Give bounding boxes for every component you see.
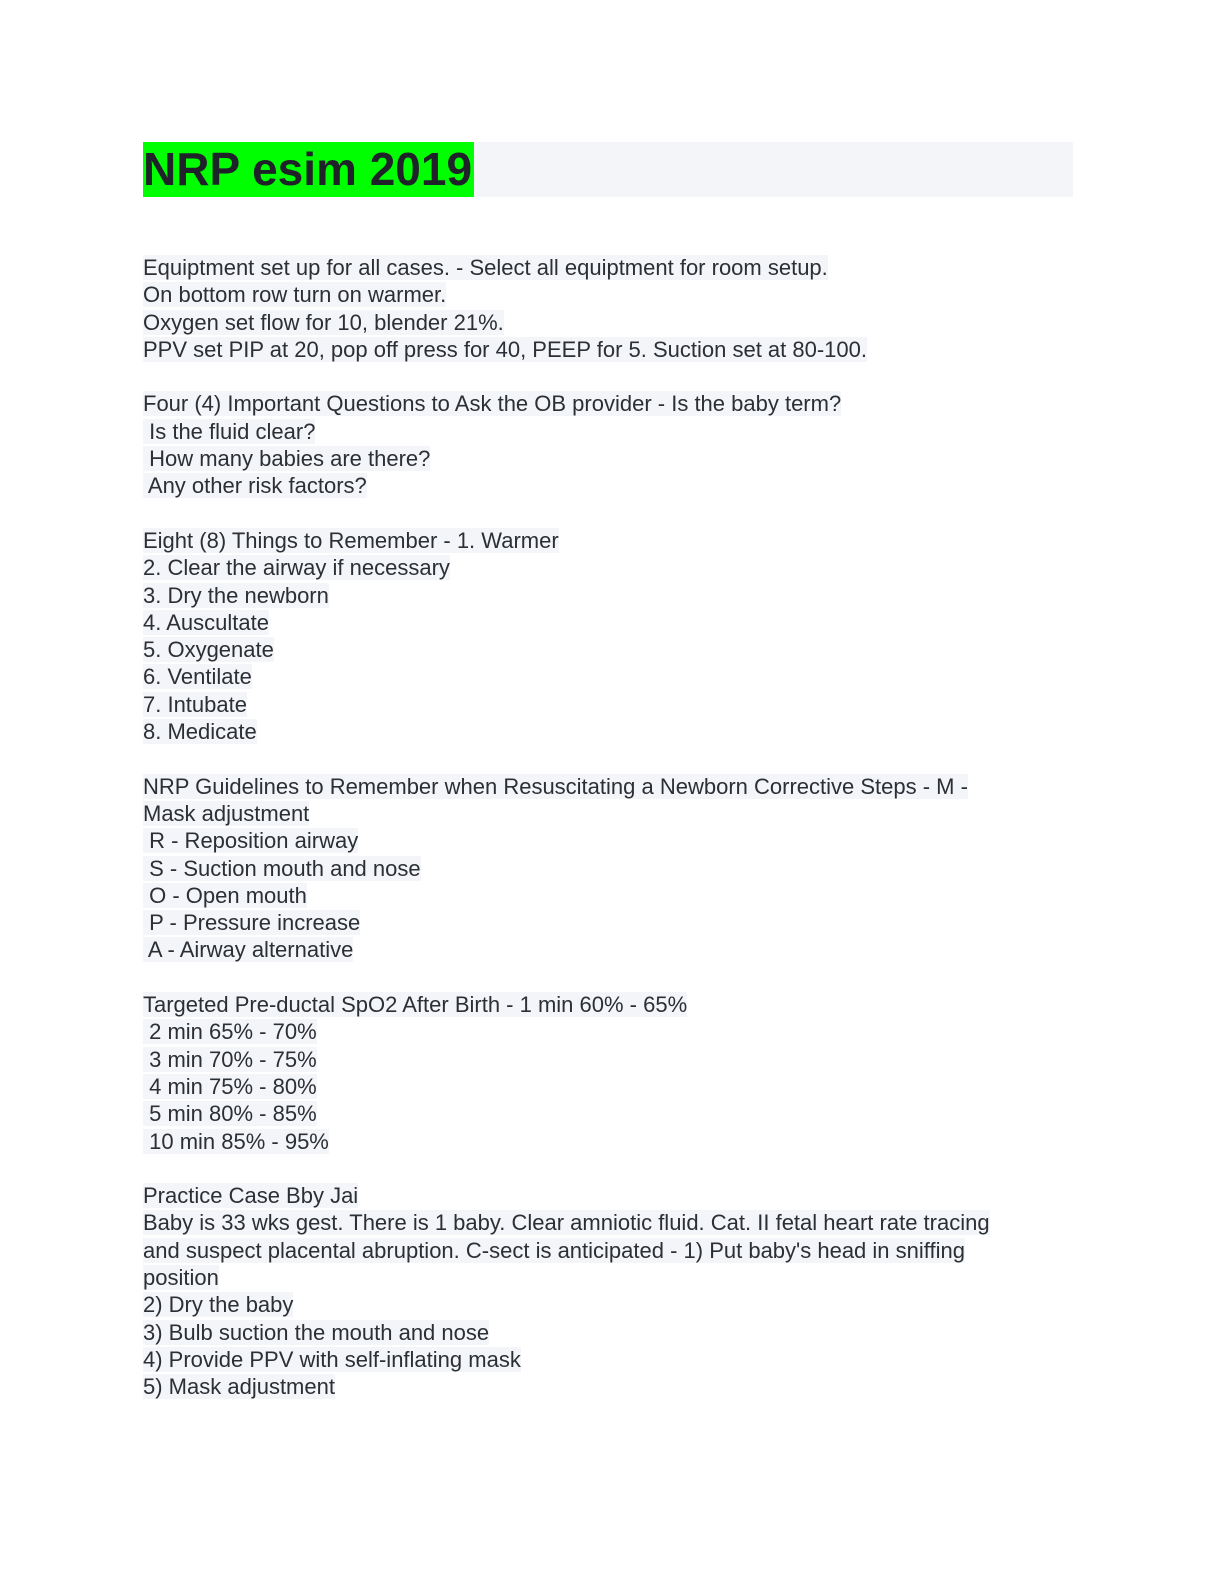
text-line: PPV set PIP at 20, pop off press for 40, PEEP for 5. Suction set at 80-100. xyxy=(143,336,867,362)
text-line: Oxygen set flow for 10, blender 21%. xyxy=(143,309,504,335)
text-line: 2. Clear the airway if necessary xyxy=(143,555,450,581)
text-line: Equiptment set up for all cases. - Select all equiptment for room setup. xyxy=(143,255,828,280)
section-ob-questions xyxy=(143,390,1073,499)
text-line: 7. Intubate xyxy=(143,691,247,717)
text-line: A - Airway alternative xyxy=(143,937,354,963)
text-line: Four (4) Important Questions to Ask the OB provider - Is the baby term? xyxy=(143,391,842,417)
section-corrective-steps xyxy=(143,773,1073,964)
section-things-to-remember xyxy=(143,527,1073,745)
text-line: Is the fluid clear? xyxy=(143,418,316,444)
text-line: 4. Auscultate xyxy=(143,609,269,635)
text-line: 2 min 65% - 70% xyxy=(143,1019,317,1045)
text-line: On bottom row turn on warmer. xyxy=(143,282,447,308)
document-title: NRP esim 2019 xyxy=(143,143,473,195)
text-line: Any other risk factors? xyxy=(143,473,367,499)
text-line: Baby is 33 wks gest. There is 1 baby. Clear amniotic fluid. Cat. II fetal heart rate tracing xyxy=(143,1210,990,1236)
text-line: 5 min 80% - 85% xyxy=(143,1101,317,1127)
text-line: 3 min 70% - 75% xyxy=(143,1046,317,1072)
section-spo2-targets xyxy=(143,991,1073,1155)
section-equipment-setup xyxy=(143,254,1073,363)
text-line: 3. Dry the newborn xyxy=(143,582,329,608)
text-line: Targeted Pre-ductal SpO2 After Birth - 1 min 60% - 65% xyxy=(143,992,688,1018)
text-line: S - Suction mouth and nose xyxy=(143,855,421,881)
document-content xyxy=(143,254,1073,1400)
text-line: position xyxy=(143,1264,219,1290)
text-line: Practice Case Bby Jai xyxy=(143,1183,359,1209)
text-line: How many babies are there? xyxy=(143,446,431,472)
text-line: 3) Bulb suction the mouth and nose xyxy=(143,1319,490,1345)
text-line: P - Pressure increase xyxy=(143,910,361,936)
title-bar xyxy=(143,142,1073,197)
text-line: Mask adjustment xyxy=(143,800,310,826)
text-line: O - Open mouth xyxy=(143,882,307,908)
text-line: 4) Provide PPV with self-inflating mask xyxy=(143,1346,521,1372)
document-page xyxy=(143,142,1073,1428)
text-line: NRP Guidelines to Remember when Resuscitating a Newborn Corrective Steps - M - xyxy=(143,773,968,799)
text-line: Eight (8) Things to Remember - 1. Warmer xyxy=(143,527,559,553)
text-line: R - Reposition airway xyxy=(143,828,359,854)
text-line: 2) Dry the baby xyxy=(143,1292,294,1318)
text-line: and suspect placental abruption. C-sect is anticipated - 1) Put baby's head in sniffing xyxy=(143,1237,965,1263)
text-line: 10 min 85% - 95% xyxy=(143,1128,329,1154)
text-line: 5. Oxygenate xyxy=(143,637,274,663)
section-practice-case xyxy=(143,1182,1073,1400)
text-line: 6. Ventilate xyxy=(143,664,252,690)
text-line: 8. Medicate xyxy=(143,719,257,745)
text-line: 4 min 75% - 80% xyxy=(143,1073,317,1099)
text-line: 5) Mask adjustment xyxy=(143,1374,335,1400)
